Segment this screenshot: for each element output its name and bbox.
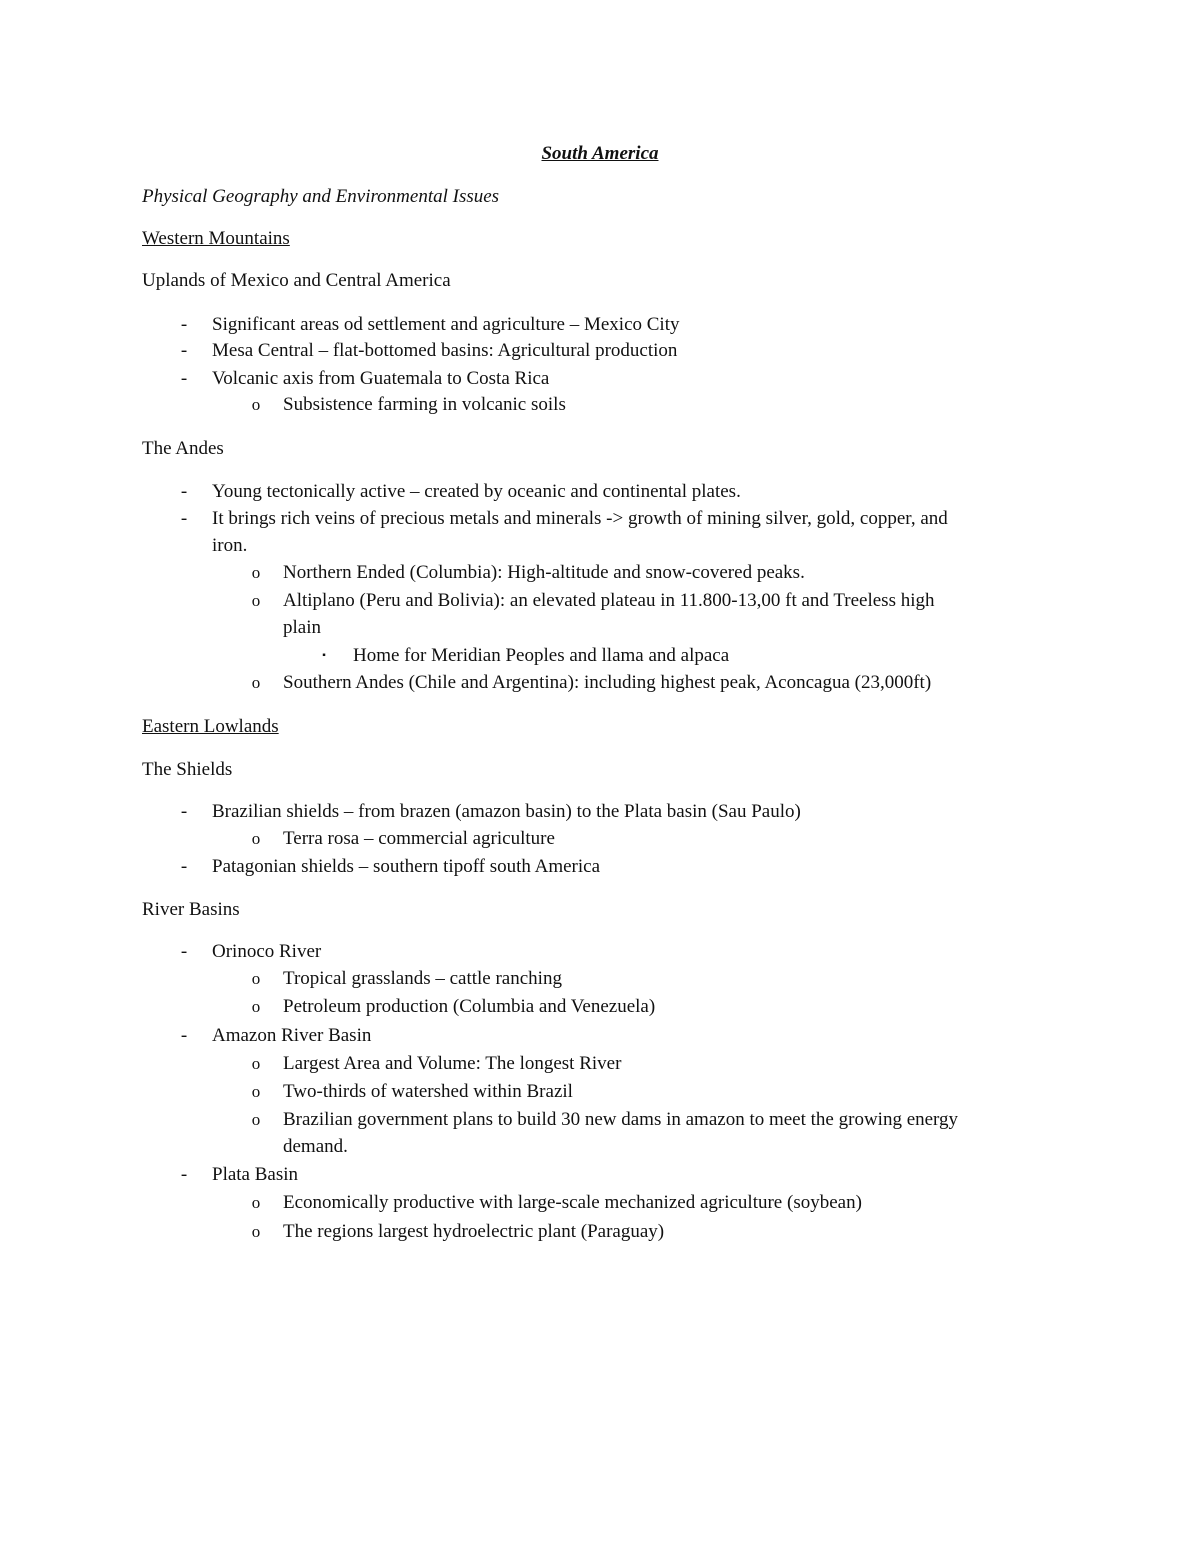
subsection-uplands: Uplands of Mexico and Central America (142, 270, 451, 291)
list-item: Volcanic axis from Guatemala to Costa Rica (212, 368, 550, 389)
circle-bullet: o (251, 1082, 261, 1101)
list-item: Largest Area and Volume: The longest River (283, 1053, 622, 1074)
dash-bullet: - (180, 856, 188, 877)
dash-bullet: - (180, 1164, 188, 1185)
dash-bullet: - (180, 481, 188, 502)
list-item: Patagonian shields – southern tipoff south America (212, 856, 601, 877)
document-title: South America (541, 143, 659, 164)
dash-bullet: - (180, 340, 188, 361)
circle-bullet: o (251, 969, 261, 988)
subsection-the-shields: The Shields (142, 759, 233, 780)
list-item: Economically productive with large-scale mechanized agriculture (soybean) (283, 1192, 862, 1213)
square-bullet: ▪ (322, 650, 326, 661)
circle-bullet: o (251, 997, 261, 1016)
dash-bullet: - (180, 941, 188, 962)
section-heading-eastern-lowlands: Eastern Lowlands (142, 716, 279, 737)
list-item: Amazon River Basin (212, 1025, 372, 1046)
list-item: It brings rich veins of precious metals and minerals -> growth of mining silver, gold, copper, and (212, 508, 948, 529)
circle-bullet: o (251, 563, 261, 582)
list-item: Mesa Central – flat-bottomed basins: Agricultural production (212, 340, 678, 361)
document-subtitle: Physical Geography and Environmental Issues (142, 186, 500, 207)
list-item: Young tectonically active – created by oceanic and continental plates. (212, 481, 741, 502)
circle-bullet: o (251, 1222, 261, 1241)
dash-bullet: - (180, 1025, 188, 1046)
circle-bullet: o (251, 673, 261, 692)
dash-bullet: - (180, 314, 188, 335)
circle-bullet: o (251, 829, 261, 848)
list-item: Two-thirds of watershed within Brazil (283, 1081, 573, 1102)
list-item: Altiplano (Peru and Bolivia): an elevated plateau in 11.800-13,00 ft and Treeless high (283, 590, 935, 611)
list-item: Subsistence farming in volcanic soils (283, 394, 566, 415)
list-item-continuation: plain (283, 617, 321, 638)
subsection-river-basins: River Basins (142, 899, 240, 920)
circle-bullet: o (251, 1054, 261, 1073)
circle-bullet: o (251, 1110, 261, 1129)
list-item: Home for Meridian Peoples and llama and alpaca (353, 645, 730, 666)
list-item: The regions largest hydroelectric plant (Paraguay) (283, 1221, 665, 1242)
list-item: Brazilian government plans to build 30 new dams in amazon to meet the growing energy (283, 1109, 959, 1130)
list-item: Brazilian shields – from brazen (amazon basin) to the Plata basin (Sau Paulo) (212, 801, 801, 822)
list-item: Southern Andes (Chile and Argentina): including highest peak, Aconcagua (23,000ft) (283, 672, 932, 693)
list-item: Petroleum production (Columbia and Venezuela) (283, 996, 656, 1017)
list-item: Orinoco River (212, 941, 322, 962)
list-item-continuation: demand. (283, 1136, 348, 1157)
list-item: Tropical grasslands – cattle ranching (283, 968, 562, 989)
section-heading-western-mountains: Western Mountains (142, 228, 290, 249)
dash-bullet: - (180, 508, 188, 529)
circle-bullet: o (251, 591, 261, 610)
circle-bullet: o (251, 395, 261, 414)
list-item: Plata Basin (212, 1164, 299, 1185)
dash-bullet: - (180, 368, 188, 389)
list-item: Northern Ended (Columbia): High-altitude and snow-covered peaks. (283, 562, 805, 583)
list-item-continuation: iron. (212, 535, 248, 556)
list-item: Significant areas od settlement and agriculture – Mexico City (212, 314, 680, 335)
subsection-the-andes: The Andes (142, 438, 224, 459)
dash-bullet: - (180, 801, 188, 822)
circle-bullet: o (251, 1193, 261, 1212)
list-item: Terra rosa – commercial agriculture (283, 828, 555, 849)
